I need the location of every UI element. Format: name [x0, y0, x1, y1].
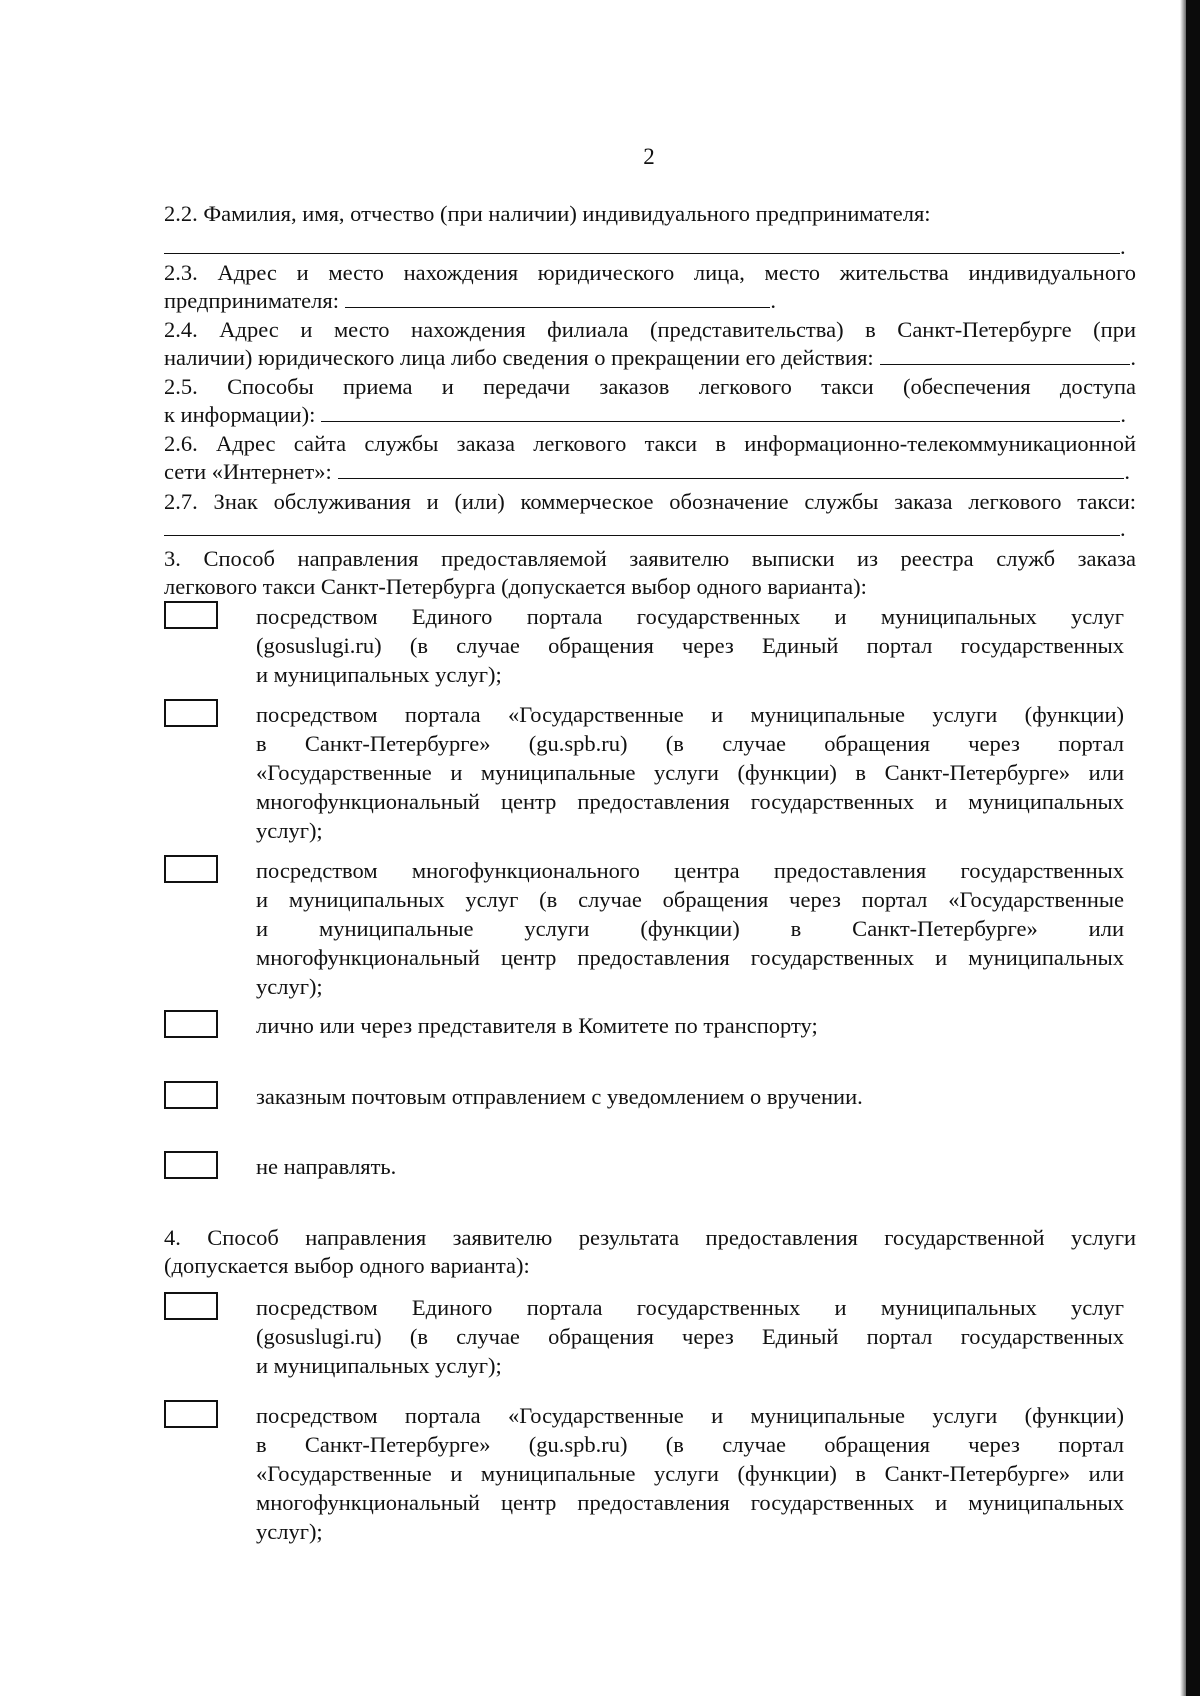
section-2-2-label: 2.2. Фамилия, имя, отчество (при наличии) индивидуального предпринимателя:	[164, 201, 931, 226]
section-2-7-end: .	[1120, 516, 1126, 541]
s3-option-1-checkbox[interactable]	[164, 601, 218, 629]
section-3-heading	[164, 545, 1136, 601]
section-2-4-label: наличии) юридического лица либо сведения о прекращении его действия:	[164, 345, 874, 370]
section-4-line1: 4. Способ направления заявителю результата предоставления государственной услуги	[164, 1225, 1136, 1250]
section-2-3-label: предпринимателя:	[164, 288, 339, 313]
section-2-6-blank[interactable]	[338, 460, 1125, 479]
s3-option-2-text: посредством портала «Государственные и муниципальные услуги (функции) в Санкт-Петербурге» (gu.spb.ru) (в случае обращения через портал «Государственные и муниципальные услуги (функции) в Санкт-Петербурге» или многофункциональный центр предоставления государственных и муниципальных услуг);	[256, 702, 1124, 843]
s4-option-1-checkbox[interactable]	[164, 1292, 218, 1320]
s4-option-1-text: посредством Единого портала государственных и муниципальных услуг (gosuslugi.ru) (в случае обращения через Единый портал государственных и муниципальных услуг);	[256, 1295, 1124, 1378]
section-2-6	[164, 430, 1136, 486]
section-3-line2: легкового такси Санкт-Петербурга (допускается выбор одного варианта):	[164, 574, 867, 599]
section-2-4-line2	[164, 344, 1136, 372]
section-2-7-label: 2.7. Знак обслуживания и (или) коммерческое обозначение службы заказа легкового такси:	[164, 489, 1136, 514]
section-4-heading	[164, 1224, 1136, 1280]
section-2-3-end: .	[770, 288, 776, 313]
section-2-2-end: .	[1120, 234, 1126, 259]
s3-option-3-text: посредством многофункционального центра предоставления государственных и муниципальных услуг (в случае обращения через портал «Государственные и муниципальные услуги (функции) в Санкт-Петербурге» или многофункциональный центр предоставления государственных и муниципальных услуг);	[256, 858, 1124, 999]
section-2-4-blank[interactable]	[880, 346, 1131, 365]
s3-option-6-text: не направлять.	[256, 1154, 397, 1179]
section-2-5-line1: 2.5. Способы приема и передачи заказов легкового такси (обеспечения доступа	[164, 374, 1136, 399]
section-2-5-line2	[164, 401, 1126, 429]
s4-option-2-text: посредством портала «Государственные и муниципальные услуги (функции) в Санкт-Петербурге» (gu.spb.ru) (в случае обращения через портал «Государственные и муниципальные услуги (функции) в Санкт-Петербурге» или многофункциональный центр предоставления государственных и муниципальных услуг);	[256, 1403, 1124, 1544]
s3-option-5-text: заказным почтовым отправлением с уведомлением о вручении.	[256, 1084, 863, 1109]
section-2-2-blank[interactable]	[164, 235, 1120, 254]
section-2-6-line1: 2.6. Адрес сайта службы заказа легкового такси в информационно-телекоммуникационной	[164, 431, 1136, 456]
section-2-5-label: к информации):	[164, 402, 316, 427]
section-2-6-line2	[164, 458, 1130, 486]
scan-border	[1186, 0, 1200, 1696]
s3-option-5-checkbox[interactable]	[164, 1081, 218, 1109]
section-2-3	[164, 259, 1136, 315]
section-2-5-end: .	[1120, 402, 1126, 427]
section-2-6-label: сети «Интернет»:	[164, 459, 332, 484]
section-2-5	[164, 373, 1136, 429]
section-2-4	[164, 316, 1136, 372]
section-2-6-end: .	[1124, 459, 1130, 484]
section-2-4-end: .	[1130, 345, 1136, 370]
section-2-3-line2	[164, 287, 776, 315]
s3-option-6-checkbox[interactable]	[164, 1151, 218, 1179]
s3-option-1-text: посредством Единого портала государственных и муниципальных услуг (gosuslugi.ru) (в случае обращения через Единый портал государственных и муниципальных услуг);	[256, 604, 1124, 687]
section-4-line2: (допускается выбор одного варианта):	[164, 1253, 530, 1278]
s4-option-2-checkbox[interactable]	[164, 1400, 218, 1428]
section-2-4-line1: 2.4. Адрес и место нахождения филиала (представительства) в Санкт-Петербурге (при	[164, 317, 1136, 342]
section-2-7-blank[interactable]	[164, 517, 1120, 536]
section-2-5-blank[interactable]	[321, 403, 1120, 422]
page-number: 2	[643, 144, 655, 169]
section-3-line1: 3. Способ направления предоставляемой заявителю выписки из реестра служб заказа	[164, 546, 1136, 571]
s3-option-2-checkbox[interactable]	[164, 699, 218, 727]
section-2-3-line1: 2.3. Адрес и место нахождения юридического лица, место жительства индивидуального	[164, 260, 1136, 285]
section-2-3-blank[interactable]	[345, 289, 770, 308]
s3-option-3-checkbox[interactable]	[164, 855, 218, 883]
s3-option-4-text: лично или через представителя в Комитете по транспорту;	[256, 1013, 818, 1038]
s3-option-4-checkbox[interactable]	[164, 1010, 218, 1038]
